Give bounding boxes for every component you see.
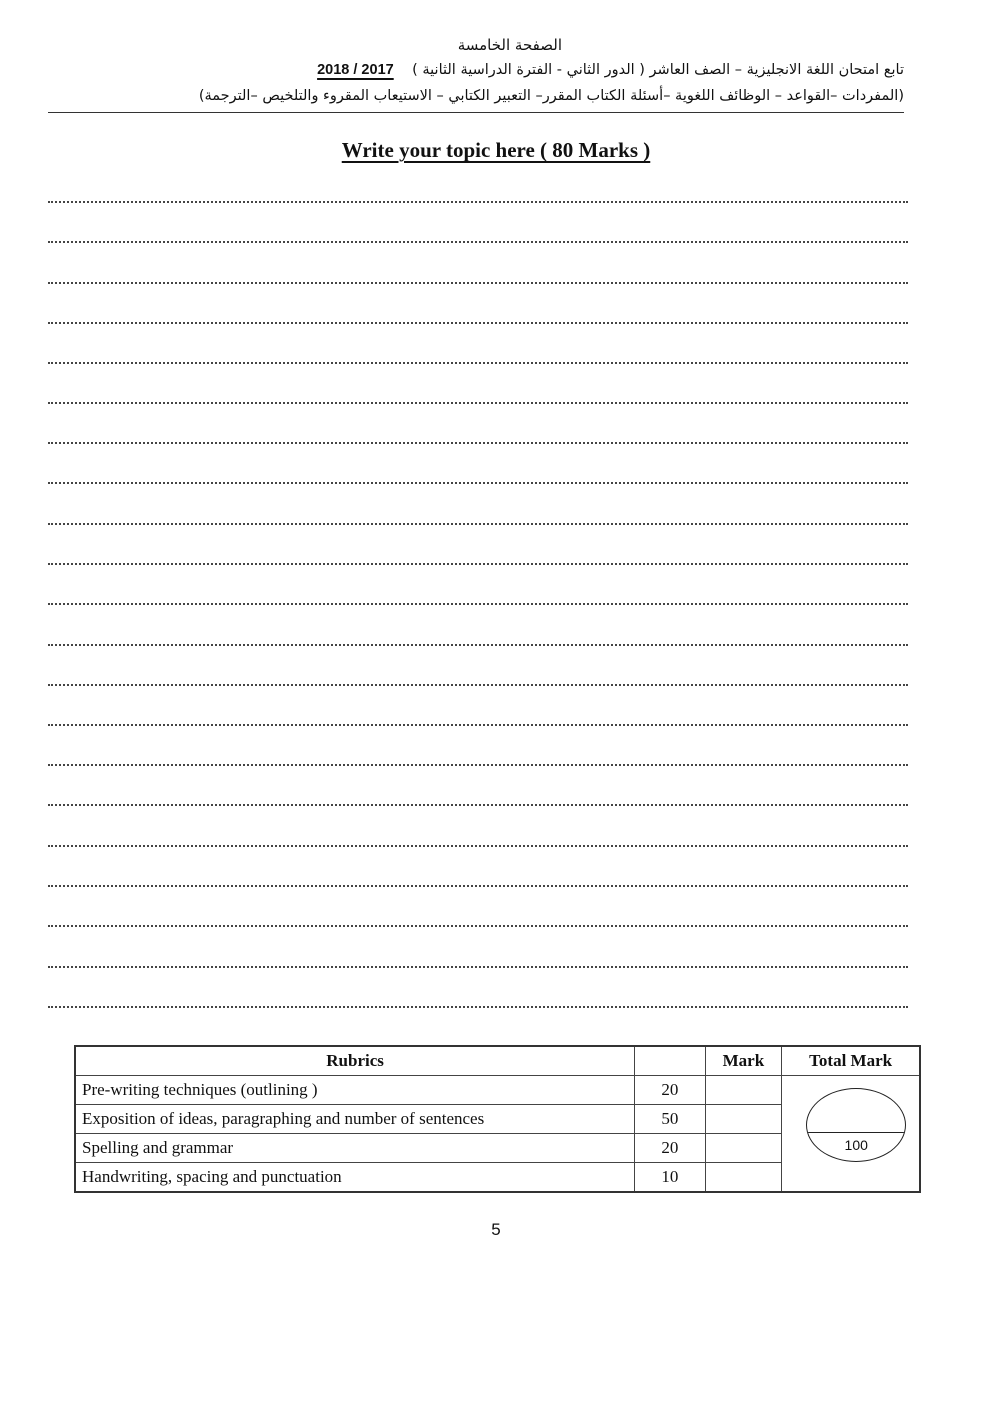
rubric-label: Pre-writing techniques (outlining ) xyxy=(75,1076,635,1105)
page-label: الصفحة الخامسة xyxy=(457,36,562,54)
total-mark-header: Total Mark xyxy=(782,1046,920,1076)
writing-line[interactable] xyxy=(48,724,908,726)
writing-line[interactable] xyxy=(48,966,908,968)
writing-line[interactable] xyxy=(48,925,908,927)
rubric-header-row xyxy=(75,1046,920,1076)
rubric-mark-cell[interactable] xyxy=(705,1134,782,1163)
writing-line[interactable] xyxy=(48,523,908,525)
mark-header: Mark xyxy=(705,1046,782,1076)
writing-line[interactable] xyxy=(48,241,908,243)
writing-line[interactable] xyxy=(48,322,908,324)
rubric-mark-cell[interactable] xyxy=(705,1076,782,1105)
rubric-points: 10 xyxy=(635,1163,705,1193)
writing-line[interactable] xyxy=(48,362,908,364)
writing-line[interactable] xyxy=(48,1006,908,1008)
rubric-points: 20 xyxy=(635,1076,705,1105)
rubric-points: 50 xyxy=(635,1105,705,1134)
total-out-of: 100 xyxy=(844,1137,868,1153)
writing-line[interactable] xyxy=(48,804,908,806)
writing-line[interactable] xyxy=(48,402,908,404)
writing-line[interactable] xyxy=(48,442,908,444)
circle-divider xyxy=(807,1132,905,1133)
rubric-label: Exposition of ideas, paragraphing and number of sentences xyxy=(75,1105,635,1134)
writing-line[interactable] xyxy=(48,764,908,766)
exam-title: تابع امتحان اللغة الانجليزية – الصف العاشر ( الدور الثاني - الفترة الدراسية الثانية ) xyxy=(412,62,904,78)
rubric-points: 20 xyxy=(635,1134,705,1163)
exam-title-line xyxy=(317,62,904,78)
topic-title-text: Write your topic here ( 80 Marks ) xyxy=(341,138,651,162)
writing-line[interactable] xyxy=(48,644,908,646)
exam-year: 2018 / 2017 xyxy=(317,62,394,78)
writing-line[interactable] xyxy=(48,603,908,605)
points-header xyxy=(635,1046,705,1076)
exam-sections-line: (المفردات –القواعد – الوظائف اللغوية –أسئلة الكتاب المقرر– التعبير الكتابي – الاستيعاب المقروء والتلخيص –الترجمة) xyxy=(198,88,904,104)
rubric-mark-cell[interactable] xyxy=(705,1163,782,1193)
topic-title xyxy=(0,138,992,163)
total-mark-cell[interactable] xyxy=(782,1076,920,1193)
rubrics-header: Rubrics xyxy=(75,1046,635,1076)
rubric-label: Handwriting, spacing and punctuation xyxy=(75,1163,635,1193)
writing-line[interactable] xyxy=(48,563,908,565)
rubric-row xyxy=(75,1076,920,1105)
rubric-label: Spelling and grammar xyxy=(75,1134,635,1163)
rubric-table xyxy=(74,1045,921,1193)
writing-line[interactable] xyxy=(48,482,908,484)
writing-line[interactable] xyxy=(48,885,908,887)
writing-line[interactable] xyxy=(48,282,908,284)
header-divider xyxy=(48,112,904,113)
writing-line[interactable] xyxy=(48,201,908,203)
total-mark-circle[interactable] xyxy=(806,1088,906,1162)
writing-line[interactable] xyxy=(48,845,908,847)
writing-line[interactable] xyxy=(48,684,908,686)
page-number: 5 xyxy=(491,1220,501,1239)
rubric-mark-cell[interactable] xyxy=(705,1105,782,1134)
